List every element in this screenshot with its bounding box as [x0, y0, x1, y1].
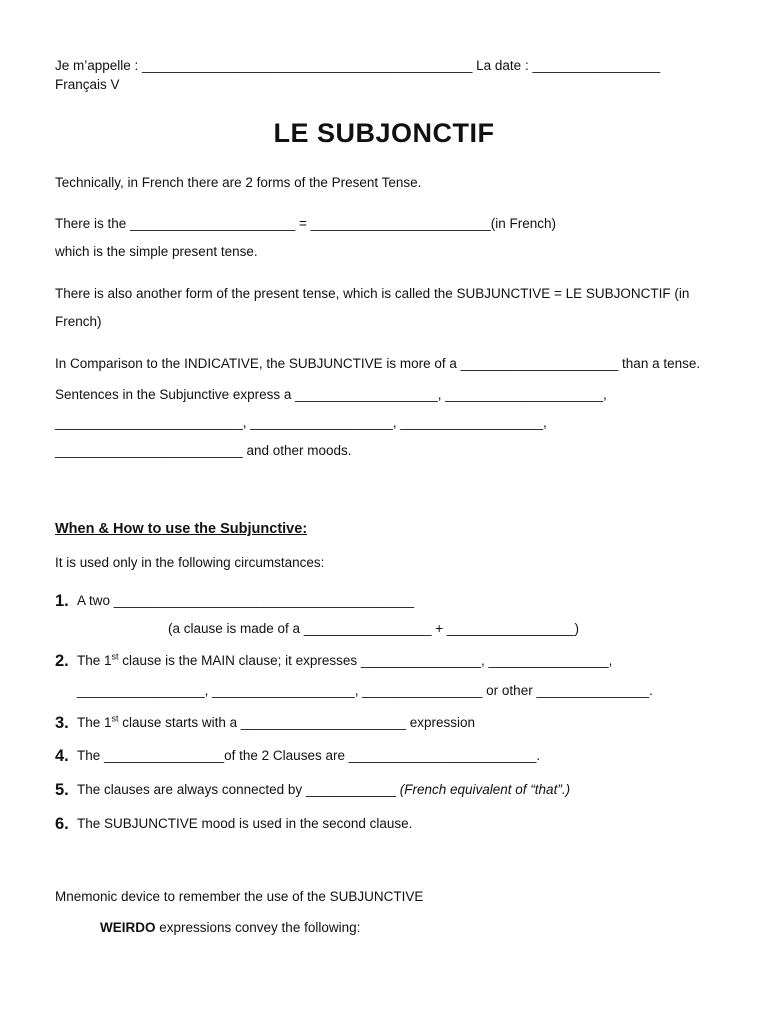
intro-paragraph-5-line-2: _________________________, ___________________, ___________________, — [55, 415, 547, 430]
item-2-line-1 — [77, 653, 612, 669]
item-3-line — [77, 715, 475, 731]
item-number: 6. — [55, 815, 69, 833]
item-3-pre: The 1 — [77, 715, 112, 730]
item-6-line: The SUBJUNCTIVE mood is used in the second clause. — [77, 816, 413, 831]
item-1-line-1: A two ________________________________________ — [77, 593, 415, 608]
intro-paragraph-2-line-1: There is the ______________________ = ________________________(in French) — [55, 216, 557, 231]
intro-paragraph-4: In Comparison to the INDICATIVE, the SUBJUNCTIVE is more of a _____________________ than a tense. — [55, 356, 701, 371]
item-4-line: The ________________of the 2 Clauses are _________________________. — [77, 748, 541, 763]
item-number: 4. — [55, 747, 69, 765]
intro-paragraph-5-line-3: _________________________ and other moods. — [55, 443, 352, 458]
item-3-post: clause starts with a ______________________ expression — [118, 715, 476, 730]
item-5-italic-note: (French equivalent of “that”.) — [399, 782, 571, 797]
mnemonic-line: Mnemonic device to remember the use of the SUBJUNCTIVE — [55, 889, 424, 904]
weirdo-word: WEIRDO — [100, 920, 156, 935]
weirdo-line — [100, 920, 360, 936]
intro-paragraph-3-line-1: There is also another form of the present tense, which is called the SUBJUNCTIVE = LE SUBJONCTIF (in — [55, 286, 690, 301]
item-2-line-2: _________________, ___________________, ________________ or other _______________. — [77, 683, 653, 698]
weirdo-rest: expressions convey the following: — [155, 920, 361, 935]
page-title: LE SUBJONCTIF — [273, 118, 495, 148]
section-heading: When & How to use the Subjunctive: — [55, 521, 308, 537]
item-number: 5. — [55, 781, 69, 799]
intro-paragraph-2-line-2: which is the simple present tense. — [55, 244, 258, 259]
intro-paragraph-5-line-1: Sentences in the Subjunctive express a ___________________, _____________________, — [55, 387, 607, 402]
item-number: 1. — [55, 592, 69, 610]
item-5-line — [77, 782, 570, 798]
class-name: Français V — [55, 77, 120, 92]
item-2-post: clause is the MAIN clause; it expresses ________________, ________________, — [118, 653, 613, 668]
ordinal-suffix: st — [111, 713, 119, 724]
intro-paragraph-1: Technically, in French there are 2 forms of the Present Tense. — [55, 175, 422, 190]
item-1-line-2: (a clause is made of a _________________ + _________________) — [168, 621, 579, 636]
ordinal-suffix: st — [111, 651, 119, 662]
name-date-line: Je m’appelle : ____________________________________________ La date : _________________ — [55, 58, 661, 73]
intro-paragraph-3-line-2: French) — [55, 314, 102, 329]
section-lead: It is used only in the following circumstances: — [55, 555, 325, 570]
item-5-text: The clauses are always connected by ____________ — [77, 782, 400, 797]
item-number: 3. — [55, 714, 69, 732]
item-number: 2. — [55, 652, 69, 670]
item-2-pre: The 1 — [77, 653, 112, 668]
